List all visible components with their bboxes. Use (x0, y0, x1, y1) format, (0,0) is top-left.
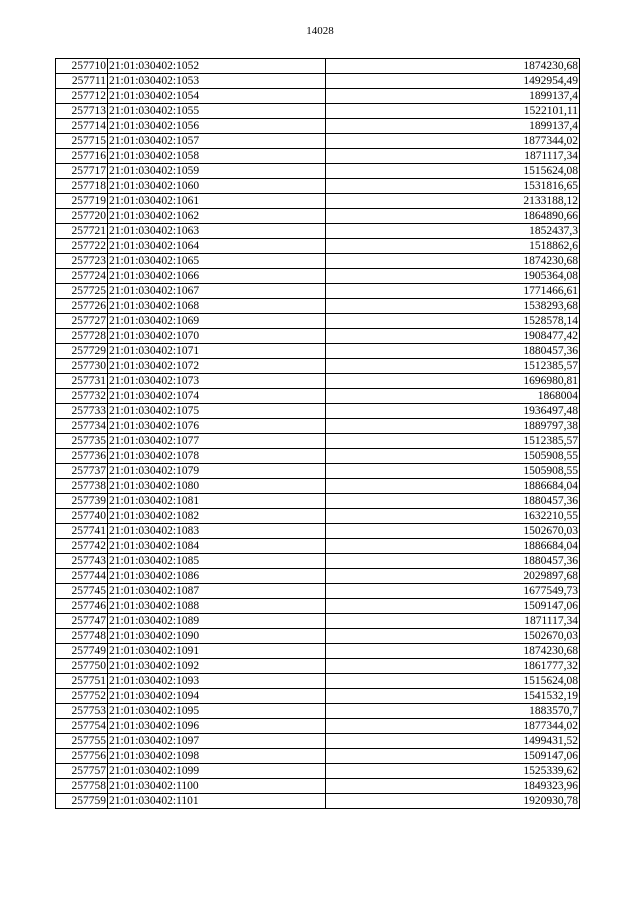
table-row (56, 194, 580, 209)
row-number-cell: 257735 (56, 434, 108, 449)
table-row (56, 689, 580, 704)
row-number-cell: 257744 (56, 569, 108, 584)
row-number-cell: 257728 (56, 329, 108, 344)
cadastral-value-cell: 1905364,08 (326, 269, 580, 284)
row-number-cell: 257754 (56, 719, 108, 734)
cadastral-value-cell: 1512385,57 (326, 359, 580, 374)
cadastral-value-cell: 1515624,08 (326, 674, 580, 689)
table-row (56, 314, 580, 329)
table-row (56, 524, 580, 539)
row-number-cell: 257757 (56, 764, 108, 779)
table-row (56, 599, 580, 614)
cadastral-value-cell: 1528578,14 (326, 314, 580, 329)
row-number-cell: 257726 (56, 299, 108, 314)
cadastral-value-cell: 1899137,4 (326, 119, 580, 134)
cadastral-number-cell: 21:01:030402:1094 (108, 689, 326, 704)
table-row (56, 74, 580, 89)
row-number-cell: 257725 (56, 284, 108, 299)
table-row (56, 344, 580, 359)
row-number-cell: 257746 (56, 599, 108, 614)
table-row (56, 254, 580, 269)
cadastral-number-cell: 21:01:030402:1083 (108, 524, 326, 539)
cadastral-number-cell: 21:01:030402:1063 (108, 224, 326, 239)
row-number-cell: 257731 (56, 374, 108, 389)
cadastral-number-cell: 21:01:030402:1089 (108, 614, 326, 629)
cadastral-value-cell: 1512385,57 (326, 434, 580, 449)
cadastral-number-cell: 21:01:030402:1060 (108, 179, 326, 194)
cadastral-number-cell: 21:01:030402:1073 (108, 374, 326, 389)
table-row (56, 104, 580, 119)
cadastral-number-cell: 21:01:030402:1068 (108, 299, 326, 314)
row-number-cell: 257718 (56, 179, 108, 194)
table-row (56, 674, 580, 689)
cadastral-number-cell: 21:01:030402:1082 (108, 509, 326, 524)
table-row (56, 734, 580, 749)
table-row (56, 149, 580, 164)
cadastral-value-cell: 1877344,02 (326, 719, 580, 734)
cadastral-value-cell: 1874230,68 (326, 644, 580, 659)
cadastral-value-cell: 1874230,68 (326, 254, 580, 269)
page-number: 14028 (306, 25, 334, 37)
row-number-cell: 257749 (56, 644, 108, 659)
cadastral-value-cell: 1541532,19 (326, 689, 580, 704)
row-number-cell: 257753 (56, 704, 108, 719)
cadastral-number-cell: 21:01:030402:1093 (108, 674, 326, 689)
table-row (56, 224, 580, 239)
table-row (56, 764, 580, 779)
cadastral-number-cell: 21:01:030402:1066 (108, 269, 326, 284)
table-row (56, 494, 580, 509)
cadastral-number-cell: 21:01:030402:1065 (108, 254, 326, 269)
cadastral-value-cell: 1632210,55 (326, 509, 580, 524)
cadastral-value-cell: 1877344,02 (326, 134, 580, 149)
cadastral-value-cell: 2133188,12 (326, 194, 580, 209)
row-number-cell: 257742 (56, 539, 108, 554)
cadastral-number-cell: 21:01:030402:1099 (108, 764, 326, 779)
row-number-cell: 257751 (56, 674, 108, 689)
table-row (56, 479, 580, 494)
table-row (56, 584, 580, 599)
cadastral-value-cell: 1505908,55 (326, 464, 580, 479)
row-number-cell: 257719 (56, 194, 108, 209)
cadastral-number-cell: 21:01:030402:1075 (108, 404, 326, 419)
table-row (56, 134, 580, 149)
cadastral-value-cell: 1696980,81 (326, 374, 580, 389)
row-number-cell: 257737 (56, 464, 108, 479)
table-row (56, 404, 580, 419)
cadastral-number-cell: 21:01:030402:1087 (108, 584, 326, 599)
cadastral-number-cell: 21:01:030402:1084 (108, 539, 326, 554)
table-row (56, 389, 580, 404)
cadastral-number-cell: 21:01:030402:1074 (108, 389, 326, 404)
row-number-cell: 257720 (56, 209, 108, 224)
row-number-cell: 257729 (56, 344, 108, 359)
table-row (56, 704, 580, 719)
table-row (56, 554, 580, 569)
table-body (56, 59, 580, 809)
row-number-cell: 257750 (56, 659, 108, 674)
table-row (56, 719, 580, 734)
cadastral-number-cell: 21:01:030402:1054 (108, 89, 326, 104)
row-number-cell: 257721 (56, 224, 108, 239)
row-number-cell: 257743 (56, 554, 108, 569)
row-number-cell: 257759 (56, 794, 108, 809)
row-number-cell: 257738 (56, 479, 108, 494)
cadastral-value-cell: 1899137,4 (326, 89, 580, 104)
cadastral-value-cell: 1499431,52 (326, 734, 580, 749)
cadastral-value-cell: 1522101,11 (326, 104, 580, 119)
cadastral-value-cell: 1889797,38 (326, 419, 580, 434)
cadastral-number-cell: 21:01:030402:1064 (108, 239, 326, 254)
cadastral-value-cell: 1852437,3 (326, 224, 580, 239)
table-row (56, 434, 580, 449)
table-row (56, 569, 580, 584)
row-number-cell: 257717 (56, 164, 108, 179)
row-number-cell: 257756 (56, 749, 108, 764)
cadastral-number-cell: 21:01:030402:1058 (108, 149, 326, 164)
cadastral-value-cell: 1880457,36 (326, 554, 580, 569)
cadastral-number-cell: 21:01:030402:1069 (108, 314, 326, 329)
cadastral-value-cell: 1531816,65 (326, 179, 580, 194)
cadastral-number-cell: 21:01:030402:1055 (108, 104, 326, 119)
row-number-cell: 257724 (56, 269, 108, 284)
row-number-cell: 257733 (56, 404, 108, 419)
cadastral-number-cell: 21:01:030402:1091 (108, 644, 326, 659)
row-number-cell: 257723 (56, 254, 108, 269)
cadastral-value-cell: 1880457,36 (326, 344, 580, 359)
cadastral-number-cell: 21:01:030402:1092 (108, 659, 326, 674)
cadastral-number-cell: 21:01:030402:1052 (108, 59, 326, 74)
cadastral-number-cell: 21:01:030402:1078 (108, 449, 326, 464)
table-row (56, 299, 580, 314)
cadastral-value-cell: 1502670,03 (326, 524, 580, 539)
table-row (56, 329, 580, 344)
cadastral-number-cell: 21:01:030402:1088 (108, 599, 326, 614)
cadastral-value-cell: 1886684,04 (326, 539, 580, 554)
row-number-cell: 257732 (56, 389, 108, 404)
row-number-cell: 257755 (56, 734, 108, 749)
table-row (56, 794, 580, 809)
cadastral-value-cell: 1492954,49 (326, 74, 580, 89)
row-number-cell: 257714 (56, 119, 108, 134)
cadastral-number-cell: 21:01:030402:1053 (108, 74, 326, 89)
cadastral-number-cell: 21:01:030402:1067 (108, 284, 326, 299)
cadastral-value-cell: 1538293,68 (326, 299, 580, 314)
cadastral-value-cell: 1886684,04 (326, 479, 580, 494)
cadastral-number-cell: 21:01:030402:1059 (108, 164, 326, 179)
cadastral-value-table (55, 58, 580, 809)
row-number-cell: 257715 (56, 134, 108, 149)
table-row (56, 629, 580, 644)
cadastral-number-cell: 21:01:030402:1076 (108, 419, 326, 434)
cadastral-number-cell: 21:01:030402:1086 (108, 569, 326, 584)
row-number-cell: 257734 (56, 419, 108, 434)
table-row (56, 509, 580, 524)
cadastral-number-cell: 21:01:030402:1097 (108, 734, 326, 749)
cadastral-number-cell: 21:01:030402:1072 (108, 359, 326, 374)
cadastral-value-cell: 1509147,06 (326, 599, 580, 614)
cadastral-number-cell: 21:01:030402:1071 (108, 344, 326, 359)
cadastral-value-cell: 1908477,42 (326, 329, 580, 344)
cadastral-number-cell: 21:01:030402:1101 (108, 794, 326, 809)
cadastral-number-cell: 21:01:030402:1080 (108, 479, 326, 494)
row-number-cell: 257758 (56, 779, 108, 794)
row-number-cell: 257710 (56, 59, 108, 74)
table-row (56, 119, 580, 134)
table-row (56, 644, 580, 659)
cadastral-value-cell: 2029897,68 (326, 569, 580, 584)
cadastral-number-cell: 21:01:030402:1081 (108, 494, 326, 509)
row-number-cell: 257747 (56, 614, 108, 629)
cadastral-number-cell: 21:01:030402:1079 (108, 464, 326, 479)
row-number-cell: 257716 (56, 149, 108, 164)
cadastral-value-cell: 1771466,61 (326, 284, 580, 299)
table-row (56, 659, 580, 674)
cadastral-value-cell: 1509147,06 (326, 749, 580, 764)
row-number-cell: 257736 (56, 449, 108, 464)
cadastral-number-cell: 21:01:030402:1077 (108, 434, 326, 449)
cadastral-value-cell: 1518862,6 (326, 239, 580, 254)
row-number-cell: 257713 (56, 104, 108, 119)
table-row (56, 449, 580, 464)
cadastral-value-cell: 1864890,66 (326, 209, 580, 224)
cadastral-value-cell: 1505908,55 (326, 449, 580, 464)
cadastral-number-cell: 21:01:030402:1095 (108, 704, 326, 719)
table-row (56, 179, 580, 194)
cadastral-value-cell: 1868004 (326, 389, 580, 404)
cadastral-value-cell: 1849323,96 (326, 779, 580, 794)
row-number-cell: 257740 (56, 509, 108, 524)
cadastral-number-cell: 21:01:030402:1057 (108, 134, 326, 149)
cadastral-number-cell: 21:01:030402:1070 (108, 329, 326, 344)
cadastral-value-cell: 1861777,32 (326, 659, 580, 674)
row-number-cell: 257722 (56, 239, 108, 254)
row-number-cell: 257739 (56, 494, 108, 509)
cadastral-value-cell: 1871117,34 (326, 149, 580, 164)
table-row (56, 614, 580, 629)
table-row (56, 749, 580, 764)
cadastral-number-cell: 21:01:030402:1090 (108, 629, 326, 644)
cadastral-number-cell: 21:01:030402:1062 (108, 209, 326, 224)
cadastral-value-cell: 1936497,48 (326, 404, 580, 419)
row-number-cell: 257741 (56, 524, 108, 539)
table-row (56, 779, 580, 794)
cadastral-number-cell: 21:01:030402:1056 (108, 119, 326, 134)
table-row (56, 359, 580, 374)
cadastral-value-cell: 1920930,78 (326, 794, 580, 809)
row-number-cell: 257745 (56, 584, 108, 599)
cadastral-value-cell: 1515624,08 (326, 164, 580, 179)
table-row (56, 164, 580, 179)
cadastral-value-cell: 1677549,73 (326, 584, 580, 599)
table-row (56, 59, 580, 74)
row-number-cell: 257727 (56, 314, 108, 329)
cadastral-number-cell: 21:01:030402:1085 (108, 554, 326, 569)
table-row (56, 374, 580, 389)
cadastral-number-cell: 21:01:030402:1096 (108, 719, 326, 734)
table-row (56, 464, 580, 479)
cadastral-number-cell: 21:01:030402:1061 (108, 194, 326, 209)
cadastral-value-cell: 1883570,7 (326, 704, 580, 719)
cadastral-value-cell: 1502670,03 (326, 629, 580, 644)
cadastral-value-cell: 1525339,62 (326, 764, 580, 779)
cadastral-value-cell: 1871117,34 (326, 614, 580, 629)
table-row (56, 269, 580, 284)
cadastral-value-cell: 1880457,36 (326, 494, 580, 509)
cadastral-value-cell: 1874230,68 (326, 59, 580, 74)
row-number-cell: 257712 (56, 89, 108, 104)
table-row (56, 284, 580, 299)
table-row (56, 89, 580, 104)
cadastral-number-cell: 21:01:030402:1098 (108, 749, 326, 764)
row-number-cell: 257752 (56, 689, 108, 704)
table-row (56, 239, 580, 254)
row-number-cell: 257711 (56, 74, 108, 89)
table-row (56, 209, 580, 224)
cadastral-number-cell: 21:01:030402:1100 (108, 779, 326, 794)
table-row (56, 419, 580, 434)
table-row (56, 539, 580, 554)
row-number-cell: 257730 (56, 359, 108, 374)
row-number-cell: 257748 (56, 629, 108, 644)
